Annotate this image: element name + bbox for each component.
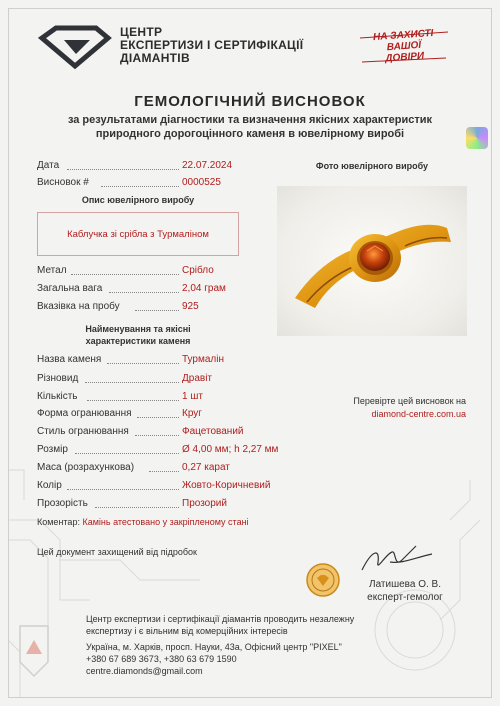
field-label: Назва каменя <box>37 354 102 365</box>
field-value: 1 шт <box>182 391 203 402</box>
field-label: Висновок # <box>37 177 89 188</box>
org-name <box>120 26 303 65</box>
signer-role: експерт-гемолог <box>367 592 443 603</box>
subtitle-line-1: за результатами діагностики та визначення якісних характеристик <box>67 114 433 126</box>
signer <box>350 578 460 604</box>
stamp-line-3: ДОВІРИ <box>384 50 425 65</box>
stamp-line-2: ВАШОЇ <box>386 39 422 54</box>
field-value: Фацетований <box>182 426 244 437</box>
trust-stamp <box>356 26 452 70</box>
field-label: Розмір <box>37 444 68 455</box>
ring-image-icon <box>277 186 467 336</box>
photo-heading: Фото ювелірного виробу <box>315 161 429 171</box>
stone-heading-line-1: Найменування та якісні <box>85 324 191 334</box>
protection-note: Цей документ захищений від підробок <box>37 547 197 557</box>
field-label: Стиль огранювання <box>37 426 129 437</box>
signature-icon <box>352 540 442 580</box>
stamp-line-1: НА ЗАХИСТІ <box>372 27 434 44</box>
field-value: Срібло <box>182 265 214 276</box>
signer-name: Латишева О. В. <box>369 579 441 590</box>
footer-email[interactable]: centre.diamonds@gmail.com <box>86 666 203 676</box>
ring-photo <box>277 186 467 336</box>
description-box <box>37 212 239 256</box>
field-label: Прозорість <box>37 498 88 509</box>
field-label: Форма огранювання <box>37 408 132 419</box>
field-value: 0,27 карат <box>182 462 230 473</box>
circuit-badge-icon <box>14 622 54 680</box>
field-label: Кількість <box>37 391 78 402</box>
comment-label: Коментар: <box>37 517 80 527</box>
field-clarity <box>37 498 237 511</box>
field-quantity <box>37 391 237 404</box>
field-label: Колір <box>37 480 62 491</box>
footer-address: Україна, м. Харків, просп. Науки, 43а, Офісний центр "PIXEL" <box>86 642 342 652</box>
field-cut-style <box>37 426 244 439</box>
field-date <box>37 160 237 173</box>
field-stone-name <box>37 354 237 367</box>
footer-line-2: експертизу і є вільним від комерційних інтересів <box>86 626 288 636</box>
field-total-weight <box>37 283 237 296</box>
field-value: 2,04 грам <box>182 283 226 294</box>
stone-heading <box>37 323 239 347</box>
field-size <box>37 444 279 457</box>
org-name-line-1: ЦЕНТР <box>120 25 163 39</box>
field-value: Жовто-Коричневий <box>182 480 271 491</box>
field-variety <box>37 373 237 386</box>
footer <box>86 613 426 677</box>
field-mass <box>37 462 237 475</box>
org-name-line-2: ЕКСПЕРТИЗИ І СЕРТИФІКАЦІЇ <box>120 38 304 52</box>
description-text: Каблучка зі срібла з Турмаліном <box>67 228 209 240</box>
gold-seal-icon <box>305 562 341 598</box>
field-color <box>37 480 271 493</box>
field-label: Метал <box>37 265 67 276</box>
verify-url[interactable]: diamond-centre.com.ua <box>371 409 466 419</box>
verify-note <box>300 395 466 421</box>
diamond-logo-icon <box>36 24 114 70</box>
field-label: Різновид <box>37 373 79 384</box>
comment <box>37 517 249 527</box>
field-conclusion-number <box>37 177 237 190</box>
field-value: Дравіт <box>182 373 213 384</box>
field-label: Дата <box>37 160 60 171</box>
document-title: ГЕМОЛОГІЧНИЙ ВИСНОВОК <box>134 93 366 110</box>
field-value: 925 <box>182 301 199 312</box>
field-label: Вказівка на пробу <box>37 301 120 312</box>
field-hallmark <box>37 301 237 314</box>
field-value: Ø 4,00 мм; h 2,27 мм <box>182 444 279 455</box>
field-value: 22.07.2024 <box>182 160 233 171</box>
org-name-line-3: ДІАМАНТІВ <box>120 51 190 65</box>
field-value: Круг <box>182 408 202 419</box>
footer-phones: +380 67 689 3673, +380 63 679 1590 <box>86 654 237 664</box>
description-heading: Опис ювелірного виробу <box>81 195 195 205</box>
stone-heading-line-2: характеристики каменя <box>85 336 191 346</box>
comment-value: Камінь атестовано у закріпленому стані <box>82 517 249 527</box>
field-value: Прозорий <box>182 498 227 509</box>
hologram-icon <box>466 127 488 149</box>
document-subtitle <box>30 113 470 141</box>
field-label: Маса (розрахункова) <box>37 462 135 473</box>
verify-text: Перевірте цей висновок на <box>353 396 466 406</box>
subtitle-line-2: природного дорогоцінного каменя в ювелірному виробі <box>95 128 405 140</box>
field-metal <box>37 265 237 278</box>
field-value: 0000525 <box>182 177 221 188</box>
field-label: Загальна вага <box>37 283 103 294</box>
field-value: Турмалін <box>182 354 225 365</box>
field-cut-shape <box>37 408 237 421</box>
footer-line-1: Центр експертизи і сертифікації діамантів проводить незалежну <box>86 614 355 624</box>
